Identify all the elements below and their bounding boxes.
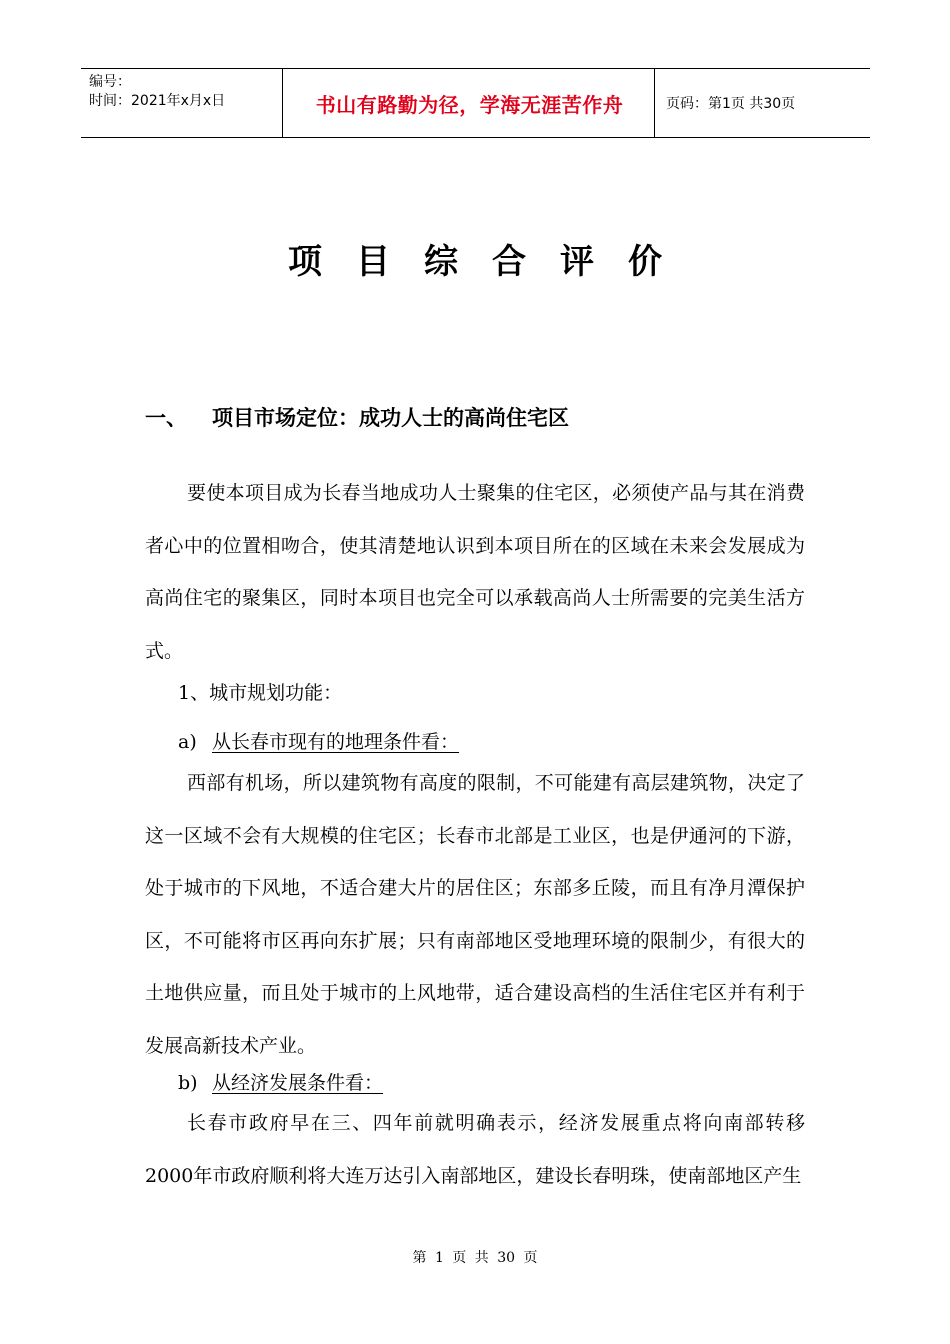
header-meta — [89, 73, 225, 111]
section-number: 一、 — [145, 406, 187, 430]
header-divider-left — [282, 69, 283, 137]
item-b-label: b) — [178, 1072, 198, 1094]
item-a-label: a) — [178, 731, 197, 753]
item-1-heading: 1、城市规划功能： — [178, 682, 343, 704]
item-a-text: 从长春市现有的地理条件看： — [212, 731, 460, 753]
document-title: 项目综合评价 — [288, 242, 696, 282]
page-footer: 第 1 页 共 30 页 — [412, 1250, 538, 1266]
section-title: 项目市场定位：成功人士的高尚住宅区 — [212, 406, 569, 430]
intro-paragraph: 要使本项目成为长春当地成功人士聚集的住宅区，必须使产品与其在消费者心中的位置相吻合，使其清楚地认识到本项目所在的区域在未来会发展成为高尚住宅的聚集区，同时本项目也完全可以承载高尚人士所需要的完美生活方式。 — [145, 482, 805, 662]
paragraph-a: 西部有机场，所以建筑物有高度的限制，不可能建有高层建筑物，决定了这一区域不会有大规模的住宅区；长春市北部是工业区，也是伊通河的下游，处于城市的下风地，不适合建大片的居住区；东部多丘陵，而且有净月潭保护区，不可能将市区再向东扩展；只有南部地区受地理环境的限制少，有很大的土地供应量，而且处于城市的上风地带，适合建设高档的生活住宅区并有利于发展高新技术产业。 — [145, 772, 805, 1057]
date-label: 时间：2021年x月x日 — [89, 93, 226, 109]
item-b-text: 从经济发展条件看： — [212, 1072, 384, 1094]
header-table — [81, 68, 870, 138]
item-a-heading — [178, 727, 459, 754]
paragraph-b: 长春市政府早在三、四年前就明确表示，经济发展重点将向南部转移2000年市政府顺利将大连万达引入南部地区，建设长春明珠，使南部地区产生 — [145, 1112, 805, 1187]
section-heading — [145, 402, 569, 432]
header-motto: 书山有路勤为径，学海无涯苦作舟 — [315, 92, 624, 117]
header-page-info: 页码：第1页 共30页 — [666, 96, 796, 112]
number-label: 编号： — [89, 74, 131, 90]
item-b-heading — [178, 1068, 383, 1095]
